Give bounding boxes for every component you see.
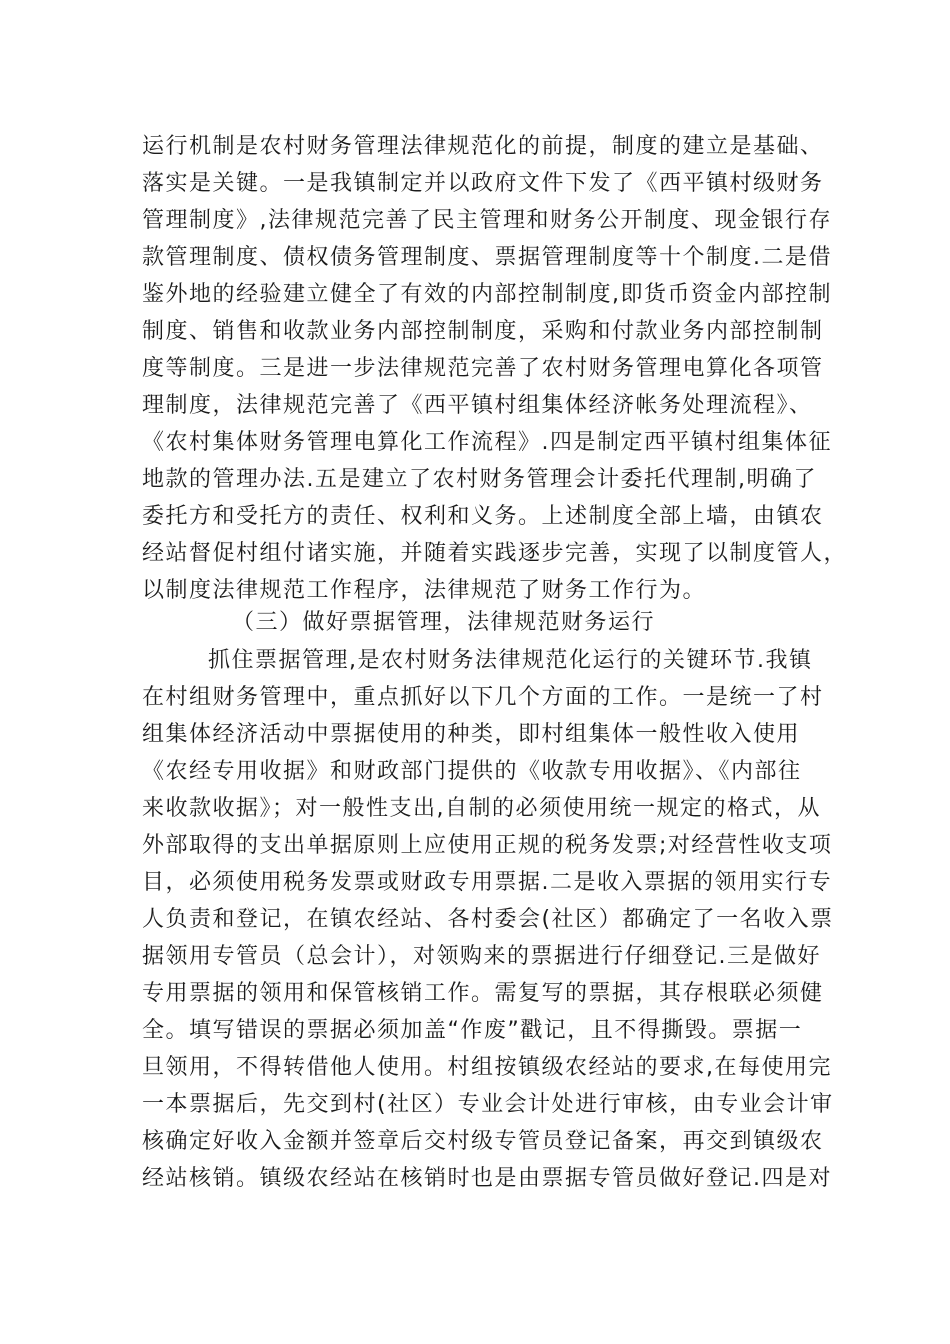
paragraph-line: 旦领用，不得转借他人使用。村组按镇级农经站的要求,在每使用完 [142,1055,832,1080]
paragraph-line: 抓住票据管理,是农村财务法律规范化运行的关键环节.我镇 [208,648,813,673]
paragraph-line: 一本票据后，先交到村(社区）专业会计处进行审核，由专业会计审 [142,1092,834,1117]
paragraph-line: 运行机制是农村财务管理法律规范化的前提，制度的建立是基础、 [142,134,824,159]
paragraph-line: 款管理制度、债权债务管理制度、票据管理制度等十个制度.二是借 [142,245,832,270]
paragraph-line: 制度、销售和收款业务内部控制制度，采购和付款业务内部控制制 [142,319,824,344]
paragraph-line: 来收款收据》；对一般性支出,自制的必须使用统一规定的格式，从 [142,796,821,821]
paragraph-line: 度等制度。三是进一步法律规范完善了农村财务管理电算化各项管 [142,356,824,381]
paragraph-line: 以制度法律规范工作程序，法律规范了财务工作行为。 [142,578,707,603]
paragraph-line: 人负责和登记，在镇农经站、各村委会(社区）都确定了一名收入票 [142,907,834,932]
paragraph-line: 《农经专用收据》和财政部门提供的《收款专用收据》、《内部往 [142,759,802,784]
paragraph-line: 经站核销。镇级农经站在核销时也是由票据专管员做好登记.四是对 [142,1166,832,1191]
paragraph-line: 管理制度》,法律规范完善了民主管理和财务公开制度、现金银行存 [142,208,832,233]
paragraph-line: 委托方和受托方的责任、权利和义务。上述制度全部上墙，由镇农 [142,504,824,529]
paragraph-line: 经站督促村组付诸实施，并随着实践逐步完善，实现了以制度管人， [142,541,848,566]
paragraph-line: 专用票据的领用和保管核销工作。需复写的票据，其存根联必须健 [142,981,824,1006]
paragraph-line: 落实是关键。一是我镇制定并以政府文件下发了《西平镇村级财务 [142,171,824,196]
paragraph-line: 在村组财务管理中，重点抓好以下几个方面的工作。一是统一了村 [142,685,824,710]
paragraph-line: 组集体经济活动中票据使用的种类，即村组集体一般性收入使用 [142,722,801,747]
paragraph-line: 鉴外地的经验建立健全了有效的内部控制制度,即货币资金内部控制 [142,282,832,307]
paragraph-line: 据领用专管员（总会计），对领购来的票据进行仔细登记.三是做好 [142,944,821,969]
paragraph-line: 外部取得的支出单据原则上应使用正规的税务发票;对经营性收支项 [142,833,833,858]
paragraph-line: 核确定好收入金额并签章后交村级专管员登记备案，再交到镇级农 [142,1129,824,1154]
section-heading: （三）做好票据管理，法律规范财务运行 [232,610,656,635]
paragraph-line: 理制度，法律规范完善了《西平镇村组集体经济帐务处理流程》、 [142,393,813,418]
paragraph-line: 《农村集体财务管理电算化工作流程》.四是制定西平镇村组集体征 [142,430,832,455]
paragraph-line: 目，必须使用税务发票或财政专用票据.二是收入票据的领用实行专 [142,870,832,895]
paragraph-line: 地款的管理办法.五是建立了农村财务管理会计委托代理制,明确了 [142,467,817,492]
paragraph-line: 全。填写错误的票据必须加盖“作废”戳记，且不得撕毁。票据一 [142,1018,803,1043]
